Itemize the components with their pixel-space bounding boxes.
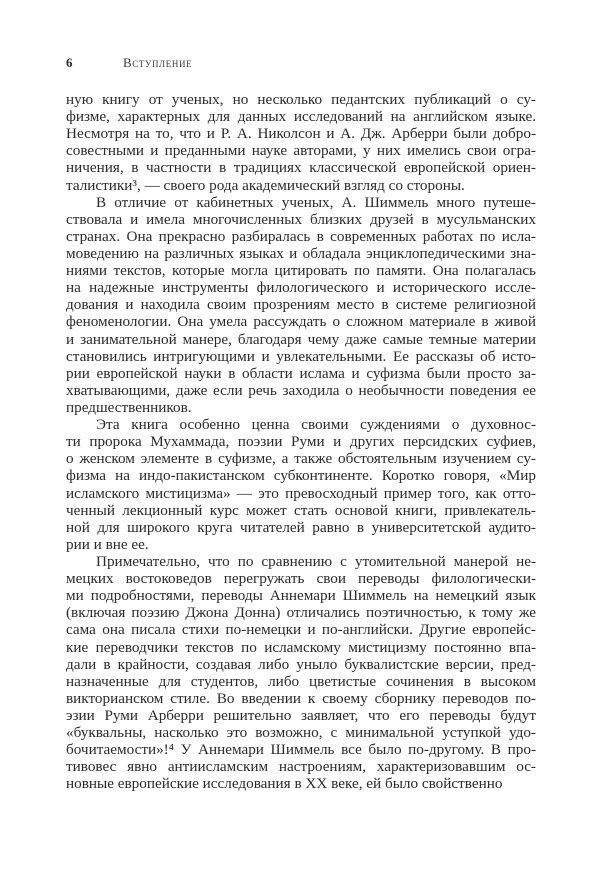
text-line: назначенные для студентов, либо цветистые сочинения в высоком <box>66 672 536 690</box>
text-line: совестными и преданными науке авторами, у них имелись свои огра- <box>66 142 536 160</box>
text-line: феноменологии. Она умела рассуждать о сложном материале в живой <box>66 313 536 331</box>
text-line: ти пророка Мухаммада, поэзии Руми и других персидских суфиев, <box>66 433 536 451</box>
text-line: рии европейской науки в области ислама и суфизма были просто за- <box>66 364 536 382</box>
paragraph <box>66 194 536 416</box>
running-title: Вступление <box>123 55 193 70</box>
text-line: рии и вне ее. <box>66 535 149 553</box>
text-line: ничения, в частности в традициях классической европейской ориен- <box>66 159 536 177</box>
text-line: ченный лекционный курс может стать основой книги, привлекатель- <box>66 501 536 519</box>
text-line: Эта книга особенно ценна своими суждениями о духовнос- <box>96 416 536 434</box>
page-number: 6 <box>66 55 73 70</box>
text-line: Несмотря на то, что и Р. А. Николсон и А. Дж. Арберри были добро- <box>66 125 536 143</box>
text-line: мецких востоковедов перегружать свои переводы филологически- <box>66 570 536 588</box>
text-line: викторианском стиле. Во введении к своему сборнику переводов по- <box>66 689 536 707</box>
text-line: талистики³, — своего рода академический взгляд со стороны. <box>66 176 465 194</box>
text-line: кие переводчики текстов по исламскому мистицизму постоянно впа- <box>66 638 536 656</box>
text-line: бочитаемости»!⁴ У Аннемари Шиммель все было по-другому. В про- <box>66 741 536 759</box>
text-line: «буквальны, насколько это возможно, с минимальной уступкой удо- <box>66 724 536 742</box>
text-line: физма на индо-пакистанском субконтиненте. Коротко говоря, «Мир <box>66 467 536 485</box>
text-line: ниями текстов, которые могла цитировать по памяти. Она полагалась <box>66 262 536 280</box>
text-line: на надежные инструменты филологического и исторического иссле- <box>66 279 536 297</box>
text-line: дования и находила своим прозрениям место в системе религиозной <box>66 296 536 314</box>
text-line: физме, характерных для данных исследований на английском языке. <box>66 108 536 126</box>
text-line: ствовала и имела многочисленных близких друзей в мусульманских <box>66 210 536 228</box>
text-line: становились интригующими и увлекательными. Ее рассказы об исто- <box>66 347 536 365</box>
paragraph <box>66 416 536 553</box>
text-line: Примечательно, что по сравнению с утомительной манерой не- <box>96 552 536 570</box>
text-line: моведению на различных языках и обладала энциклопедическими зна- <box>66 244 536 262</box>
text-line: и занимательной манере, благодаря чему даже самые темные материи <box>66 330 536 348</box>
body-text <box>66 91 536 792</box>
paragraph <box>66 91 536 194</box>
text-line: дали в крайности, создавая либо уныло буквалистские версии, пред- <box>66 655 536 673</box>
text-line: эзии Руми Арберри решительно заявляет, что его переводы будут <box>66 706 536 724</box>
text-line: ной для широкого круга читателей равно в университетской аудито- <box>66 518 536 536</box>
text-line: хватывающими, даже если речь заходила о необычности поведения ее <box>66 381 536 399</box>
text-line: предшественников. <box>66 398 192 416</box>
text-line: о женском элементе в суфизме, а также обстоятельным изучением су- <box>66 450 536 468</box>
text-line: странах. Она прекрасно разбиралась в современных работах по исла- <box>66 227 536 245</box>
text-line: (включая поэзию Джона Донна) отличались поэтичностью, к тому же <box>66 604 536 622</box>
text-line: новные европейские исследования в XX веке, ей было свойственно <box>66 775 503 793</box>
text-line: тивовес явно антиисламским настроениям, характеризовавшим ос- <box>66 758 536 776</box>
page-header <box>66 54 536 72</box>
text-line: В отличие от кабинетных ученых, А. Шиммель много путеше- <box>96 193 536 211</box>
text-line: исламского мистицизма» — это превосходный пример того, как отто- <box>66 484 536 502</box>
text-line: сама она писала стихи по-немецки и по-английски. Другие европейс- <box>66 621 536 639</box>
text-line: ную книгу от ученых, но несколько педантских публикаций о су- <box>66 91 536 108</box>
paragraph <box>66 553 536 793</box>
text-line: ми подробностями, переводы Аннемари Шиммель на немецкий язык <box>66 587 536 605</box>
